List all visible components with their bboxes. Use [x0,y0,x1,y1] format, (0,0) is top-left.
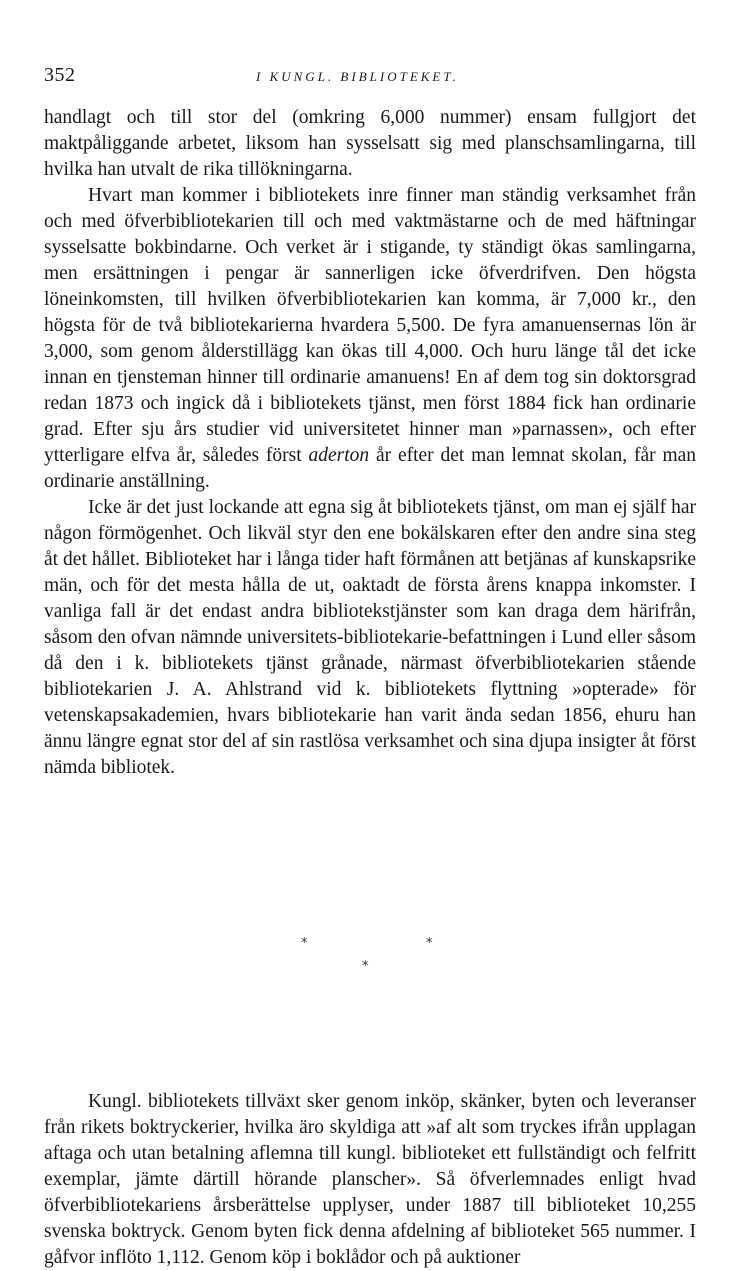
text-block-upper [44,105,696,781]
asterism-star-left: * [301,936,308,951]
paragraph-text-end: år efter det man lemnat skolan, får man ordinarie anställning. [44,445,697,492]
paragraph-library-service: Icke är det just lockande att egna sig åt bibliotekets tjänst, om man ej själf har någon förmögenhet. Och likväl styr den ene bokälskaren efter den andre sina steg åt det hållet. Biblioteket har i långa tider haft förmånen att betjänas af kunskapsrike män, och för det mesta hålla de ut, oaktadt de första årens knappa inkomster. I vanliga fall är det endast andra bibliotekstjänster som kan draga dem härifrån, såsom den ofvan nämnde universitets-bibliotekarie-befattningen i Lund eller såsom då den i k. bibliotekets tjänst grånade, närmast öfverbibliotekarien stående bibliotekarien J. A. Ahlstrand vid k. bibliotekets flyttning »opterade» för vetenskapsakademien, hvars bibliotekarie han varit ända sedan 1856, ehuru han ännu längre egnat stor del af sin rastlösa verksamhet och sina djupa insigter åt först nämda bibliotek. [44,497,696,778]
paragraph-library-work [44,183,696,495]
asterism-star-right: * [426,936,433,951]
page-number: 352 [44,64,76,86]
text-block-lower [44,1089,696,1271]
section-separator [0,932,736,982]
emphasized-word: aderton [308,445,370,466]
running-head [44,64,696,90]
paragraph-continued: handlagt och till stor del (omkring 6,000 nummer) ensam fullgjort det maktpåliggande arbetet, liksom han sysselsatt sig med planschsamlingarna, till hvilka han utvalt de rika tillökningarna. [44,107,696,180]
running-title: I KUNGL. BIBLIOTEKET. [256,69,459,84]
asterism-star-center: * [362,959,369,974]
paragraph-text: Hvart man kommer i bibliotekets inre finner man ständig verksamhet från och med öfverbibliotekarien till och med vaktmästarne och de med häftningar sysselsatte bokbindarne. Och verket är i stigande, ty ständigt ökas samlingarna, men ersättningen i pengar är sannerligen icke öfverdrifven. Den högsta löneinkomsten, till hvilken öfverbibliotekarien kan komma, är 7,000 kr., den högsta för de två bibliotekarierna hvardera 5,500. De fyra amanuensernas lön är 3,000, som genom ålderstillägg kan ökas till 4,000. Och huru länge tål det icke innan en tjensteman hinner till ordinarie amanuens! En af dem tog sin doktorsgrad redan 1873 och ingick då i bibliotekets tjänst, men först 1884 fick han ordinarie grad. Efter sju års studier vid universitetet hinner man »parnassen», och efter ytterligare elfva år, således först [44,185,696,466]
paragraph-library-growth: Kungl. bibliotekets tillväxt sker genom inköp, skänker, byten och leveranser från rikets boktryckerier, hvilka äro skyldiga att »af alt som tryckes ifrån upplagan aftaga och utan betalning aflemna till kungl. biblioteket ett fullständigt och felfritt exemplar, jämte därtill hörande planscher». Så öfverlemnades enligt hvad öfverbibliotekariens årsberättelse upplyser, under 1887 till biblioteket 10,255 svenska boktryck. Genom byten fick denna afdelning af biblioteket 565 nummer. I gåfvor inflöto 1,112. Genom köp i boklådor och på auktioner [44,1091,696,1268]
